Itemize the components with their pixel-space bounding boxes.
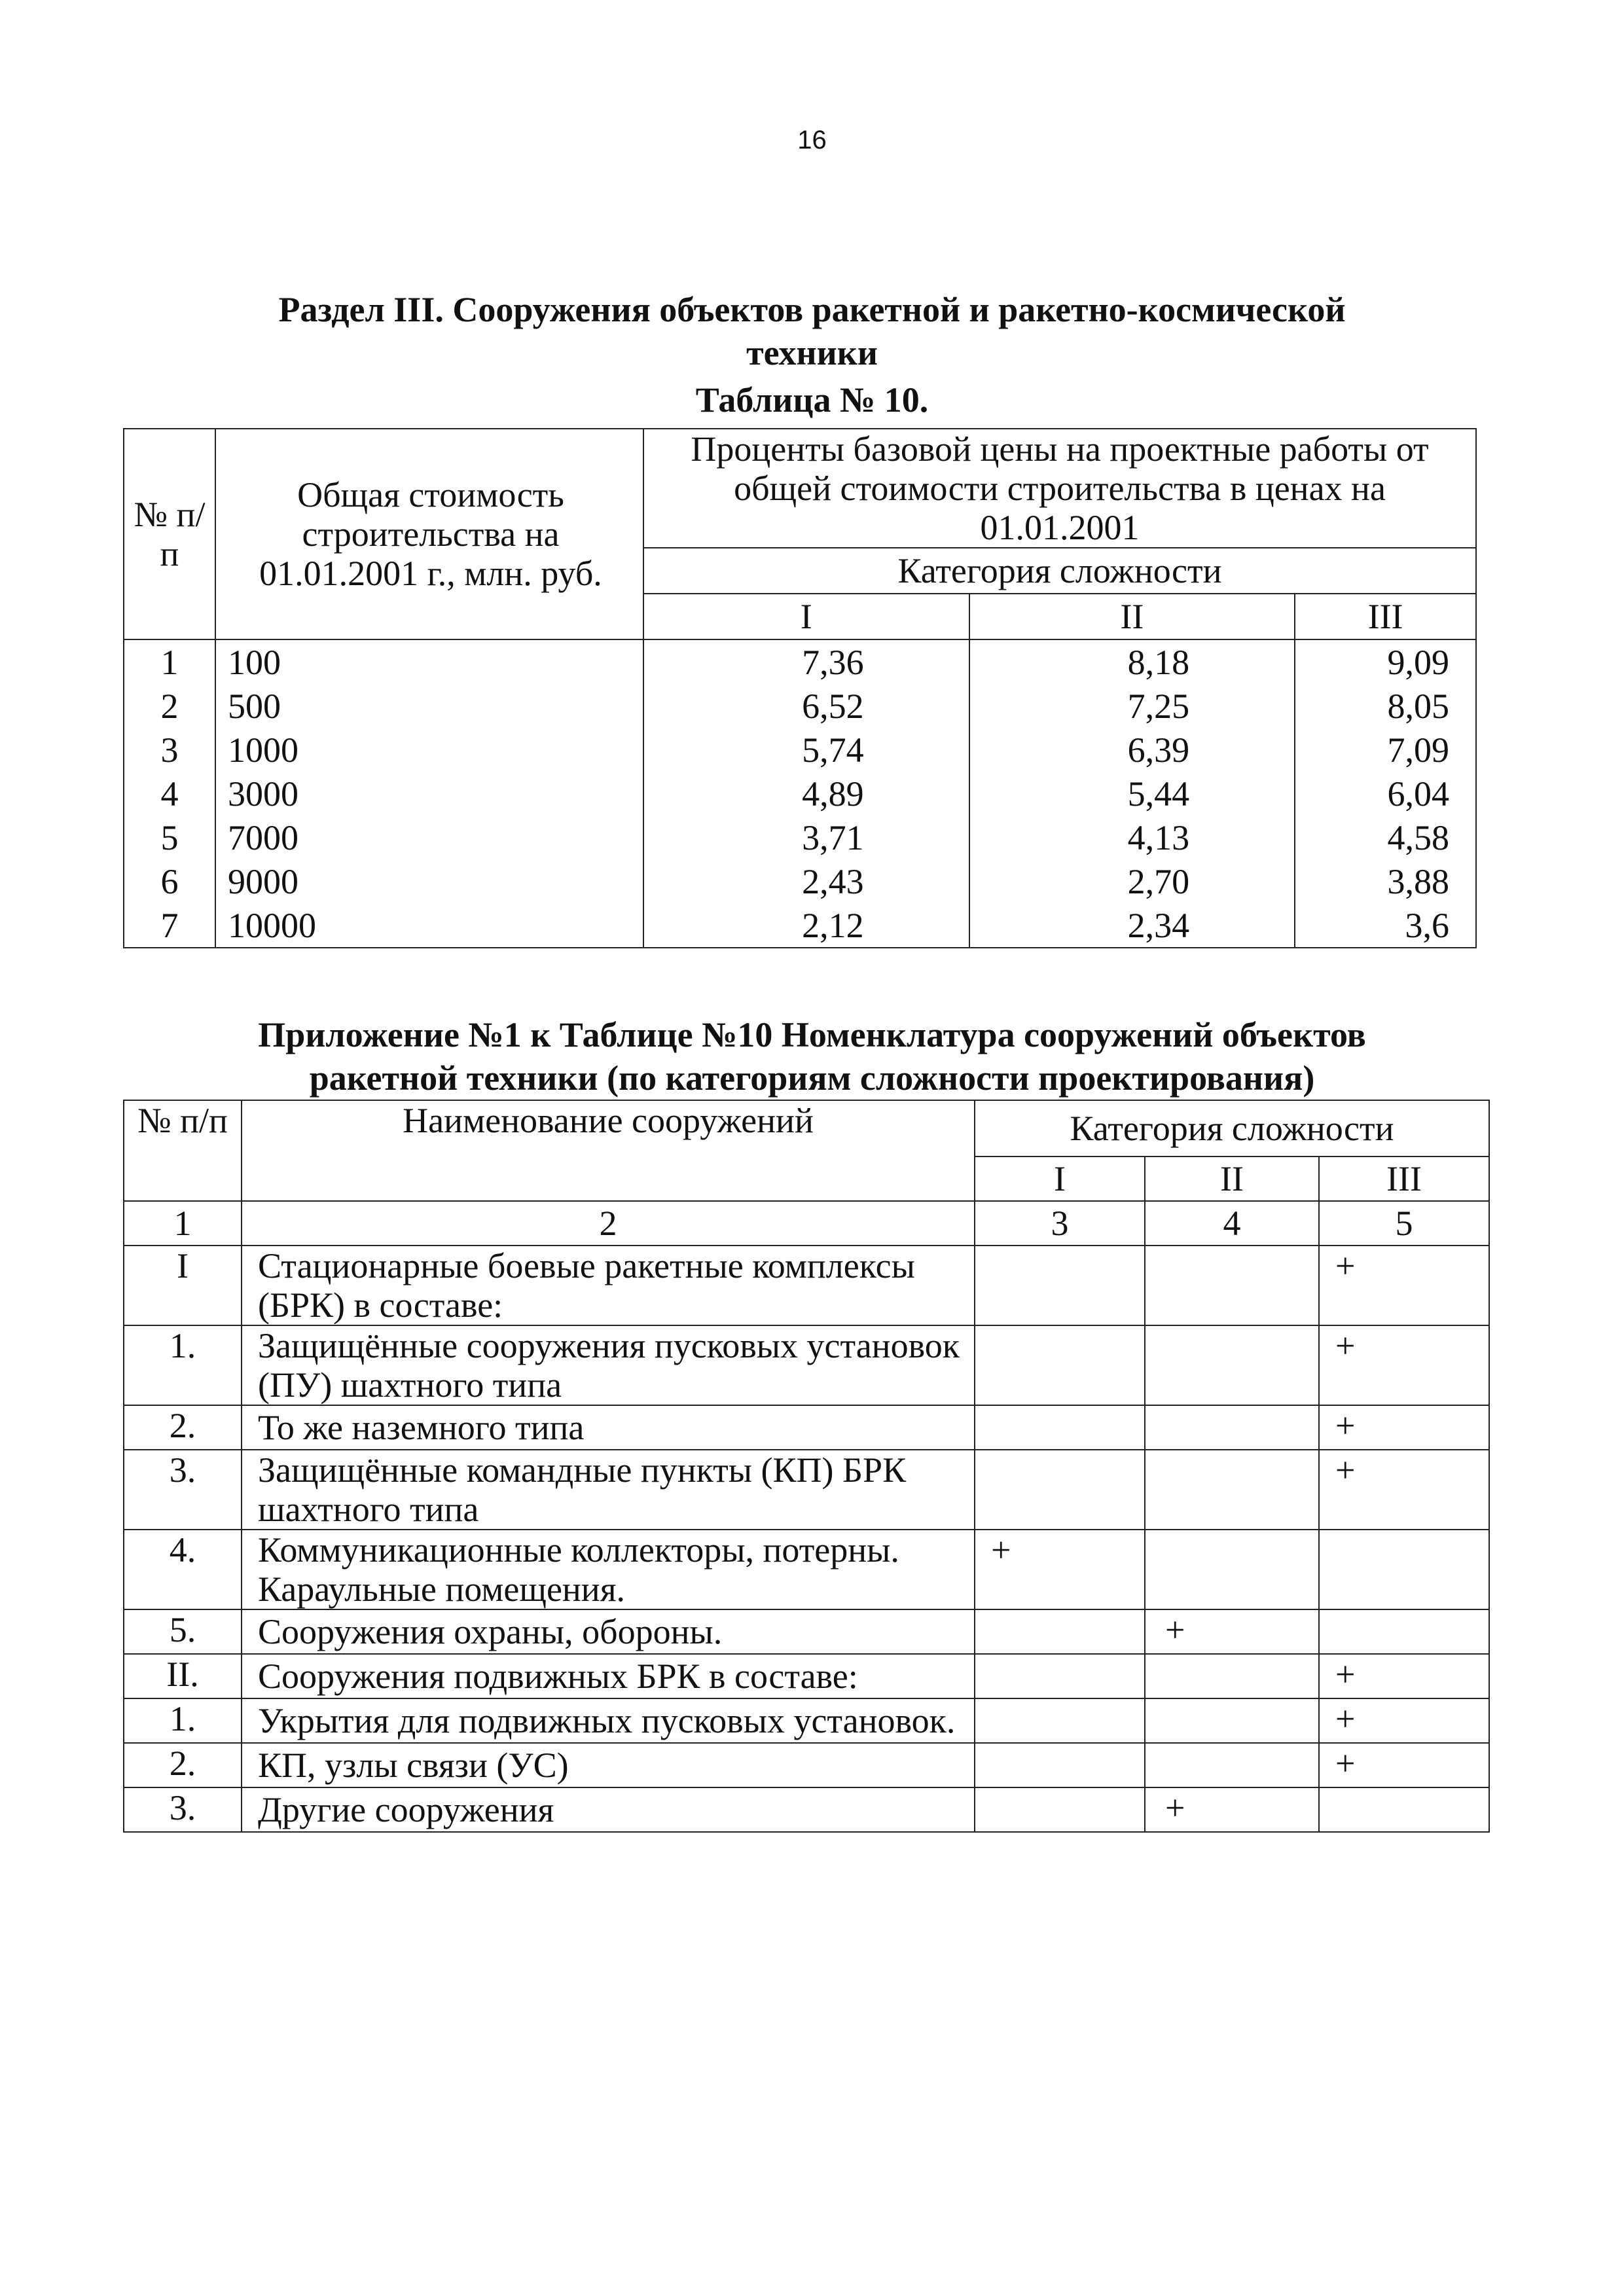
table10-col-percent-header: Проценты базовой цены на проектные работы от общей стоимости строительства в ценах на 01.01.2001 xyxy=(643,429,1476,548)
row-mark-iii xyxy=(1319,1609,1489,1654)
row-mark-iii xyxy=(1319,1530,1489,1609)
row-mark-ii xyxy=(1145,1405,1319,1450)
row-name: Укрытия для подвижных пусковых установок. xyxy=(242,1698,975,1743)
row-value-ii: 2,70 xyxy=(969,859,1295,903)
table-row xyxy=(124,1698,1489,1743)
section-title-line1: Раздел III. Сооружения объектов ракетной и ракетно-космической xyxy=(278,290,1346,329)
appendix-col-category-header: Категория сложности xyxy=(975,1100,1489,1157)
appendix-table xyxy=(123,1100,1490,1833)
row-cost: 1000 xyxy=(215,728,643,772)
row-value-i: 6,52 xyxy=(643,684,969,728)
table-row xyxy=(124,1246,1489,1325)
row-no: 5. xyxy=(124,1609,242,1654)
row-name: Сооружения охраны, обороны. xyxy=(242,1609,975,1654)
row-mark-ii xyxy=(1145,1450,1319,1530)
row-value-i: 7,36 xyxy=(643,639,969,684)
row-cost: 500 xyxy=(215,684,643,728)
row-mark-iii xyxy=(1319,1787,1489,1832)
appendix-category-ii: II xyxy=(1145,1157,1319,1201)
row-mark-iii: + xyxy=(1319,1246,1489,1325)
col-number: 1 xyxy=(124,1201,242,1246)
section-title xyxy=(0,288,1624,374)
row-value-iii: 4,58 xyxy=(1295,816,1476,859)
row-cost: 3000 xyxy=(215,772,643,816)
row-no: II. xyxy=(124,1654,242,1698)
row-value-ii: 4,13 xyxy=(969,816,1295,859)
row-mark-ii: + xyxy=(1145,1787,1319,1832)
table10-col-cost-header: Общая стоимость строительства на 01.01.2001 г., млн. руб. xyxy=(215,429,643,639)
row-mark-ii xyxy=(1145,1654,1319,1698)
table10-caption: Таблица № 10. xyxy=(695,380,929,420)
row-name: КП, узлы связи (УС) xyxy=(242,1743,975,1787)
appendix-category-i: I xyxy=(975,1157,1145,1201)
row-no: 7 xyxy=(124,903,215,948)
row-value-ii: 2,34 xyxy=(969,903,1295,948)
table-row xyxy=(124,728,1476,772)
row-cost: 100 xyxy=(215,639,643,684)
row-no: 1 xyxy=(124,639,215,684)
row-value-ii: 8,18 xyxy=(969,639,1295,684)
row-no: 2. xyxy=(124,1405,242,1450)
col-number: 2 xyxy=(242,1201,975,1246)
row-name: Сооружения подвижных БРК в составе: xyxy=(242,1654,975,1698)
table10-header-row-1 xyxy=(124,429,1476,548)
appendix-title-line1: Приложение №1 к Таблице №10 Номенклатура сооружений объектов xyxy=(258,1015,1366,1054)
row-mark-ii: + xyxy=(1145,1609,1319,1654)
row-mark-i: + xyxy=(975,1530,1145,1609)
row-no: I xyxy=(124,1246,242,1325)
row-name: Стационарные боевые ракетные комплексы (БРК) в составе: xyxy=(242,1246,975,1325)
table-row xyxy=(124,859,1476,903)
row-no: 3. xyxy=(124,1450,242,1530)
row-name: Коммуникационные коллекторы, потерны. Караульные помещения. xyxy=(242,1530,975,1609)
table-row xyxy=(124,1405,1489,1450)
row-mark-ii xyxy=(1145,1743,1319,1787)
row-value-iii: 3,6 xyxy=(1295,903,1476,948)
row-no: 4. xyxy=(124,1530,242,1609)
table-row xyxy=(124,1450,1489,1530)
table10-category-i: I xyxy=(643,594,969,639)
table-row xyxy=(124,816,1476,859)
page-number: 16 xyxy=(797,126,827,154)
table10-col-category-header: Категория сложности xyxy=(643,548,1476,594)
row-cost: 9000 xyxy=(215,859,643,903)
row-mark-i xyxy=(975,1609,1145,1654)
col-number: 4 xyxy=(1145,1201,1319,1246)
appendix-number-row xyxy=(124,1201,1489,1246)
row-no: 1. xyxy=(124,1325,242,1405)
row-cost: 10000 xyxy=(215,903,643,948)
row-mark-iii: + xyxy=(1319,1654,1489,1698)
row-no: 3 xyxy=(124,728,215,772)
table-row xyxy=(124,1654,1489,1698)
table-row xyxy=(124,1787,1489,1832)
row-value-i: 3,71 xyxy=(643,816,969,859)
row-mark-iii: + xyxy=(1319,1325,1489,1405)
row-value-i: 2,43 xyxy=(643,859,969,903)
row-no: 4 xyxy=(124,772,215,816)
row-name: Защищённые командные пункты (КП) БРК шахтного типа xyxy=(242,1450,975,1530)
appendix-header-row-1 xyxy=(124,1100,1489,1157)
row-no: 2 xyxy=(124,684,215,728)
table-row xyxy=(124,1743,1489,1787)
row-value-ii: 6,39 xyxy=(969,728,1295,772)
col-number: 5 xyxy=(1319,1201,1489,1246)
row-value-i: 4,89 xyxy=(643,772,969,816)
row-value-i: 5,74 xyxy=(643,728,969,772)
row-mark-i xyxy=(975,1450,1145,1530)
row-value-ii: 5,44 xyxy=(969,772,1295,816)
row-name: Защищённые сооружения пусковых установок (ПУ) шахтного типа xyxy=(242,1325,975,1405)
row-mark-i xyxy=(975,1654,1145,1698)
row-mark-i xyxy=(975,1405,1145,1450)
row-mark-i xyxy=(975,1246,1145,1325)
row-mark-i xyxy=(975,1743,1145,1787)
table10-col-no-header: № п/п xyxy=(124,429,215,639)
appendix-category-iii: III xyxy=(1319,1157,1489,1201)
table10 xyxy=(123,428,1477,948)
row-mark-iii: + xyxy=(1319,1405,1489,1450)
table-row xyxy=(124,903,1476,948)
row-cost: 7000 xyxy=(215,816,643,859)
row-mark-ii xyxy=(1145,1325,1319,1405)
table-row xyxy=(124,684,1476,728)
table-row xyxy=(124,639,1476,684)
row-no: 3. xyxy=(124,1787,242,1832)
row-mark-iii: + xyxy=(1319,1450,1489,1530)
row-name: Другие сооружения xyxy=(242,1787,975,1832)
table-row xyxy=(124,1325,1489,1405)
table10-category-ii: II xyxy=(969,594,1295,639)
row-mark-iii: + xyxy=(1319,1743,1489,1787)
row-mark-i xyxy=(975,1325,1145,1405)
table-row xyxy=(124,1609,1489,1654)
row-value-ii: 7,25 xyxy=(969,684,1295,728)
row-mark-ii xyxy=(1145,1246,1319,1325)
row-no: 2. xyxy=(124,1743,242,1787)
row-value-iii: 9,09 xyxy=(1295,639,1476,684)
appendix-col-name-header: Наименование сооружений xyxy=(242,1100,975,1201)
table10-category-iii: III xyxy=(1295,594,1476,639)
table-row xyxy=(124,1530,1489,1609)
row-value-iii: 7,09 xyxy=(1295,728,1476,772)
row-name: То же наземного типа xyxy=(242,1405,975,1450)
row-no: 6 xyxy=(124,859,215,903)
row-mark-ii xyxy=(1145,1698,1319,1743)
appendix-title-line2: ракетной техники (по категориям сложности проектирования) xyxy=(309,1058,1315,1098)
row-mark-i xyxy=(975,1787,1145,1832)
row-no: 1. xyxy=(124,1698,242,1743)
row-value-iii: 8,05 xyxy=(1295,684,1476,728)
table-row xyxy=(124,772,1476,816)
appendix-title xyxy=(0,1013,1624,1100)
row-mark-i xyxy=(975,1698,1145,1743)
row-value-iii: 3,88 xyxy=(1295,859,1476,903)
col-number: 3 xyxy=(975,1201,1145,1246)
row-mark-ii xyxy=(1145,1530,1319,1609)
row-value-i: 2,12 xyxy=(643,903,969,948)
section-title-line2: техники xyxy=(746,333,878,372)
row-no: 5 xyxy=(124,816,215,859)
appendix-col-no-header: № п/п xyxy=(124,1100,242,1201)
row-mark-iii: + xyxy=(1319,1698,1489,1743)
row-value-iii: 6,04 xyxy=(1295,772,1476,816)
